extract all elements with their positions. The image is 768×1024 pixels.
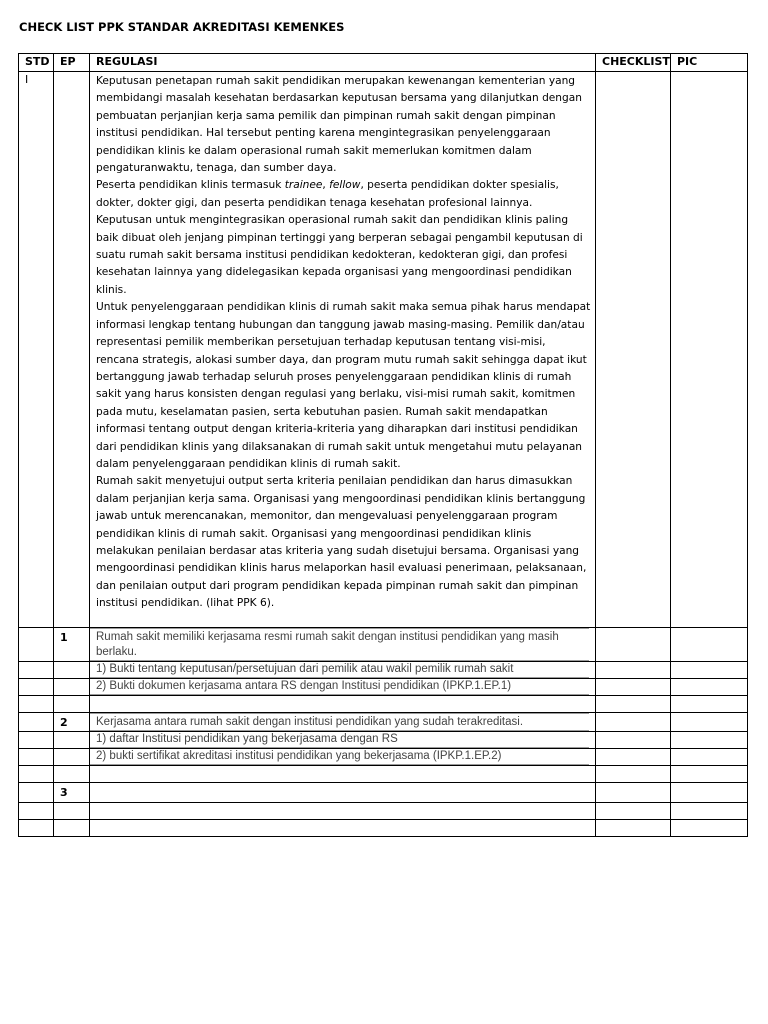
ep-cell-empty	[54, 661, 90, 678]
empty-cell	[90, 695, 596, 712]
regulasi-text: , peserta pendidikan dokter spesialis, dokter, dokter gigi, dan peserta pendidikan tenaga kesehatan profesional lainnya. Keputusan untuk mengintegrasikan operasional rumah sakit dan pendidikan klinis paling baik dibuat oleh jenjang pimpinan tertinggi yang berperan sebagai pengambil keputusan di suatu rumah sakit bersama institusi pendidikan kedokteran, kedokteran gigi, dan profesi kesehatan lainnya yang didelegasikan kepada organisasi yang mengoordinasi pendidikan klinis.	[96, 179, 583, 296]
empty-cell	[19, 765, 54, 782]
empty-cell	[19, 802, 54, 819]
std-cell: I	[19, 72, 54, 628]
empty-row	[19, 765, 748, 782]
ep2-statement-cell	[90, 712, 596, 731]
pic-cell[interactable]	[671, 731, 748, 748]
empty-row	[19, 802, 748, 819]
ep2-evidence-2-cell	[90, 748, 596, 765]
pic-cell[interactable]	[671, 72, 748, 628]
checklist-cell[interactable]	[596, 731, 671, 748]
ep3-statement-cell	[90, 782, 596, 802]
std-cell-empty	[19, 731, 54, 748]
ep2-row	[19, 712, 748, 731]
ep-cell-empty	[54, 678, 90, 695]
pic-cell[interactable]	[671, 765, 748, 782]
header-pic: PIC	[671, 54, 748, 72]
empty-cell	[54, 802, 90, 819]
ep2-evidence-1: 1) daftar Institusi pendidikan yang bekerjasama dengan RS	[90, 732, 589, 748]
empty-cell	[19, 819, 54, 836]
regulasi-paragraph-4: Rumah sakit menyetujui output serta kriteria penilaian pendidikan dan harus dimasukkan dalam perjanjian kerja sama. Organisasi yang mengoordinasi pendidikan klinis bertanggung jawab untuk merencanakan, memonitor, dan mengevaluasi penyelenggaraan program pendidikan klinis di rumah sakit. Organisasi yang mengoordinasi pendidikan klinis melakukan penilaian berdasar atas kriteria yang sudah disetujui bersama. Organisasi yang mengoordinasi pendidikan klinis harus melaporkan hasil evaluasi penerimaan, pelaksanaan, dan penilaian output dari program pendidikan kepada pimpinan rumah sakit dan pimpinan institusi pendidikan. (lihat PPK 6).	[96, 475, 587, 610]
regulasi-cell	[90, 72, 596, 628]
checklist-table	[18, 53, 748, 837]
ep3-row	[19, 782, 748, 802]
ep1-statement: Rumah sakit memiliki kerjasama resmi rumah sakit dengan institusi pendidikan yang masih berlaku.	[90, 628, 589, 661]
pic-cell[interactable]	[671, 627, 748, 661]
checklist-cell[interactable]	[596, 765, 671, 782]
checklist-cell[interactable]	[596, 819, 671, 836]
empty-cell	[90, 802, 596, 819]
pic-cell[interactable]	[671, 712, 748, 731]
ep1-evidence-1: 1) Bukti tentang keputusan/persetujuan dari pemilik atau wakil pemilik rumah sakit	[90, 662, 589, 678]
regulasi-text: ,	[322, 179, 330, 192]
header-ep: EP	[54, 54, 90, 72]
ep2-evidence-row-1	[19, 731, 748, 748]
checklist-cell[interactable]	[596, 802, 671, 819]
header-regulasi: REGULASI	[90, 54, 596, 72]
empty-row	[19, 819, 748, 836]
pic-cell[interactable]	[671, 678, 748, 695]
regulasi-italic-fellow: fellow	[329, 179, 361, 192]
ep-cell-empty	[54, 748, 90, 765]
ep1-number: 1	[54, 627, 90, 661]
ep1-evidence-2: 2) Bukti dokumen kerjasama antara RS dengan Institusi pendidikan (IPKP.1.EP.1)	[90, 679, 589, 695]
empty-cell	[54, 695, 90, 712]
ep1-evidence-row-1	[19, 661, 748, 678]
ep1-evidence-2-cell	[90, 678, 596, 695]
ep3-number: 3	[54, 782, 90, 802]
regulasi-paragraph-2	[96, 177, 591, 299]
checklist-cell[interactable]	[596, 782, 671, 802]
ep1-evidence-row-2	[19, 678, 748, 695]
std-cell-empty	[19, 661, 54, 678]
checklist-cell[interactable]	[596, 72, 671, 628]
ep1-evidence-1-cell	[90, 661, 596, 678]
pic-cell[interactable]	[671, 748, 748, 765]
empty-row	[19, 695, 748, 712]
std-cell-empty	[19, 748, 54, 765]
ep-cell-empty	[54, 731, 90, 748]
ep1-statement-cell	[90, 627, 596, 661]
ep2-evidence-1-cell	[90, 731, 596, 748]
empty-cell	[19, 695, 54, 712]
document-title: CHECK LIST PPK STANDAR AKREDITASI KEMENKES	[19, 20, 345, 34]
empty-cell	[54, 765, 90, 782]
checklist-cell[interactable]	[596, 695, 671, 712]
checklist-cell[interactable]	[596, 678, 671, 695]
ep2-number: 2	[54, 712, 90, 731]
pic-cell[interactable]	[671, 819, 748, 836]
table-header-row	[19, 54, 748, 72]
checklist-cell[interactable]	[596, 661, 671, 678]
pic-cell[interactable]	[671, 661, 748, 678]
regulasi-italic-trainee: trainee	[284, 179, 323, 192]
ep-cell-empty	[54, 72, 90, 628]
std-cell-empty	[19, 782, 54, 802]
checklist-cell[interactable]	[596, 712, 671, 731]
empty-cell	[90, 765, 596, 782]
ep1-row	[19, 627, 748, 661]
std-cell-empty	[19, 712, 54, 731]
header-std: STD	[19, 54, 54, 72]
regulasi-paragraph-1: Keputusan penetapan rumah sakit pendidikan merupakan kewenangan kementerian yang membidangi masalah kesehatan berdasarkan keputusan bersama yang dilanjutkan dengan pembuatan perjanjian kerja sama pemilik dan pimpinan rumah sakit dengan pimpinan institusi pendidikan. Hal tersebut penting karena mengintegrasikan penyelenggaraan pendidikan klinis ke dalam operasional rumah sakit memerlukan komitmen dalam pengaturanwaktu, tenaga, dan sumber daya.	[96, 75, 582, 175]
regulasi-row	[19, 72, 748, 628]
ep2-evidence-2: 2) bukti sertifikat akreditasi institusi pendidikan yang bekerjasama (IPKP.1.EP.2)	[90, 749, 589, 765]
checklist-cell[interactable]	[596, 748, 671, 765]
empty-cell	[54, 819, 90, 836]
pic-cell[interactable]	[671, 782, 748, 802]
std-cell-empty	[19, 627, 54, 661]
std-cell-empty	[19, 678, 54, 695]
ep2-evidence-row-2	[19, 748, 748, 765]
pic-cell[interactable]	[671, 695, 748, 712]
empty-cell	[90, 819, 596, 836]
header-checklist: CHECKLIST	[596, 54, 671, 72]
checklist-cell[interactable]	[596, 627, 671, 661]
ep2-statement: Kerjasama antara rumah sakit dengan institusi pendidikan yang sudah terakreditasi.	[90, 713, 589, 731]
regulasi-text: Peserta pendidikan klinis termasuk	[96, 179, 285, 192]
regulasi-paragraph-3: Untuk penyelenggaraan pendidikan klinis di rumah sakit maka semua pihak harus mendapat informasi lengkap tentang hubungan dan tanggung jawab masing-masing. Pemilik dan/atau representasi pemilik memberikan persetujuan terhadap keputusan tentang visi-misi, rencana strategis, alokasi sumber daya, dan program mutu rumah sakit sehingga dapat ikut bertanggung jawab terhadap seluruh proses penyelenggaraan pendidikan klinis di rumah sakit yang harus konsisten dengan regulasi yang berlaku, visi-misi rumah sakit, komitmen pada mutu, keselamatan pasien, serta kebutuhan pasien. Rumah sakit mendapatkan informasi tentang output dengan kriteria-kriteria yang diharapkan dari institusi pendidikan dari pendidikan klinis yang dilaksanakan di rumah sakit untuk mengetahui mutu pelayanan dalam penyelenggaraan pendidikan klinis di rumah sakit.	[96, 301, 591, 470]
pic-cell[interactable]	[671, 802, 748, 819]
